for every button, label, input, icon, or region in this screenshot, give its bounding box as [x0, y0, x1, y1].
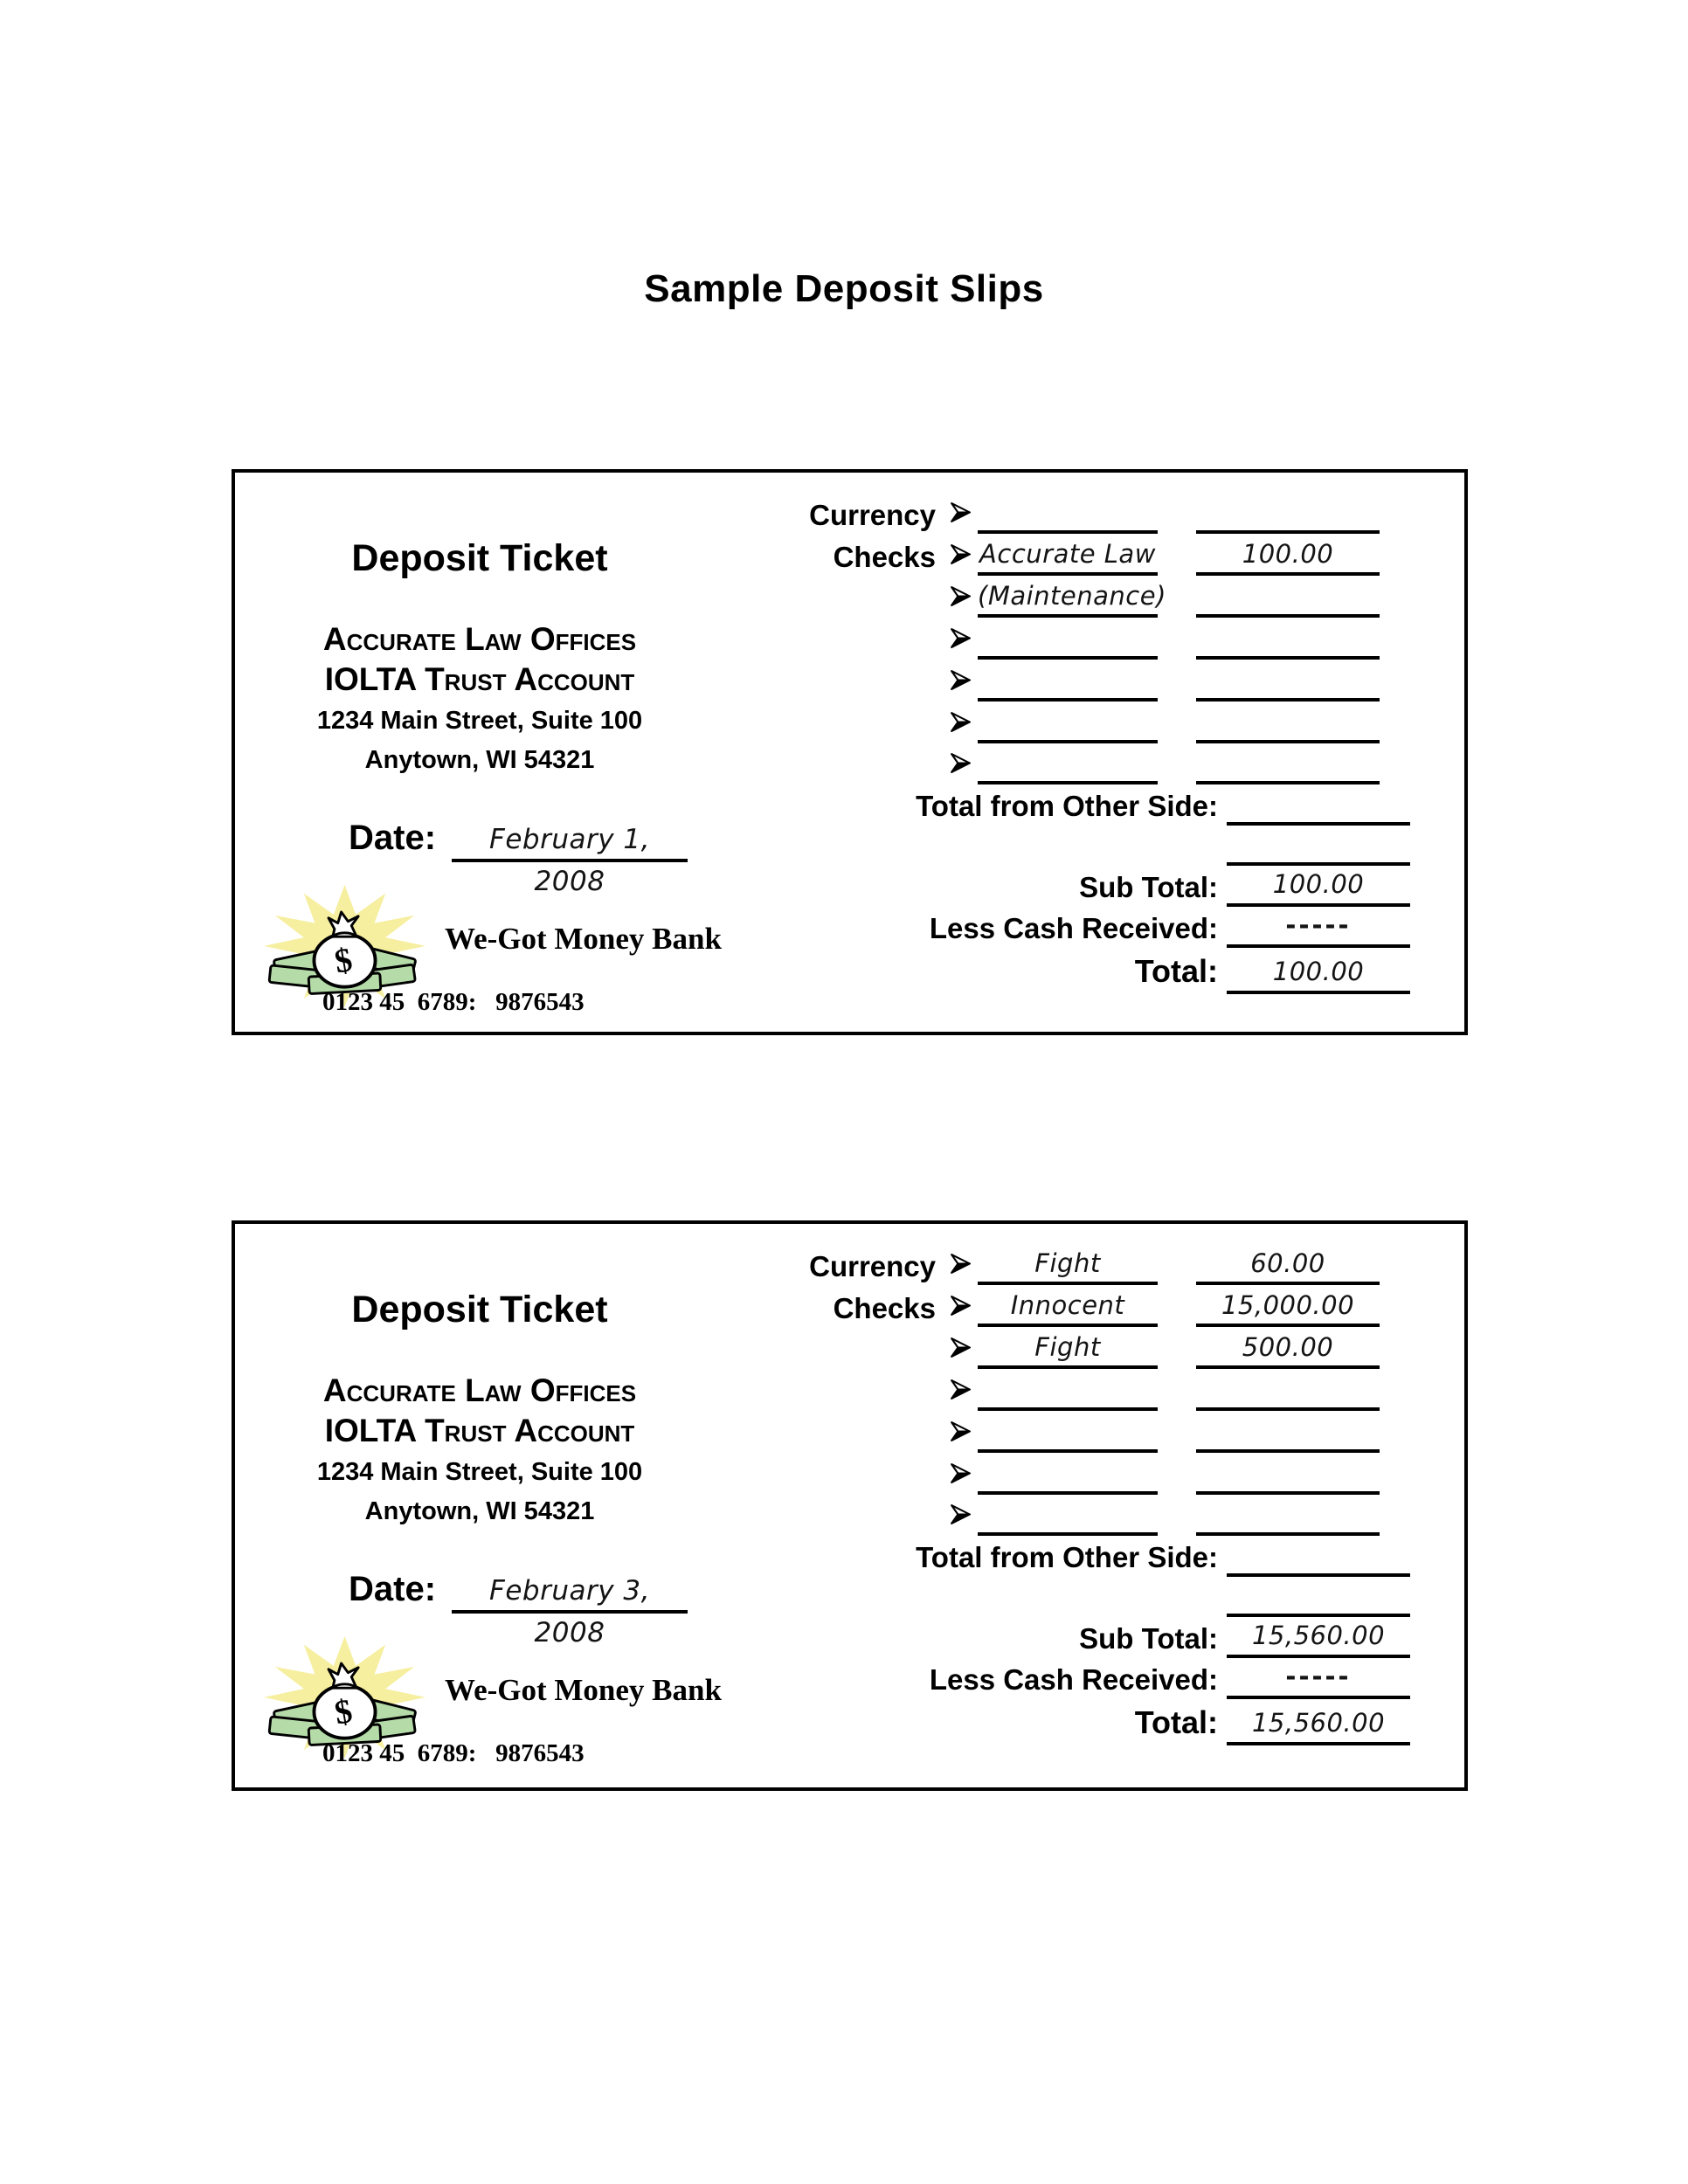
total-label: Total:: [1134, 953, 1218, 989]
bank-name: We-Got Money Bank: [445, 922, 722, 956]
currency-row: [724, 1245, 1415, 1285]
total-field: 15,560.00: [1227, 1704, 1410, 1745]
check-amount-field: 500.00: [1196, 1329, 1380, 1369]
arrowhead-icon: [943, 494, 978, 534]
arrowhead-icon: [943, 1371, 978, 1411]
check-row: [724, 577, 1415, 618]
date-field: [452, 819, 688, 897]
currency-name-field: Fight: [978, 1245, 1158, 1285]
check-row: [724, 744, 1415, 784]
check-name-field: Accurate Law: [978, 536, 1158, 576]
check-amount-field: [1196, 744, 1380, 784]
check-amount-field: [1196, 703, 1380, 743]
check-amount-field: [1196, 1413, 1380, 1453]
check-row: [724, 619, 1415, 660]
deposit-ticket-title: Deposit Ticket: [351, 1289, 608, 1330]
blank-amount-line: [1227, 824, 1410, 866]
total-other-side-field: [1227, 784, 1410, 826]
check-row: [724, 1496, 1415, 1536]
arrowhead-icon: [943, 744, 978, 784]
deposit-ticket-title: Deposit Ticket: [351, 537, 608, 579]
arrowhead-icon: [943, 703, 978, 743]
subtotal-field: 15,560.00: [1227, 1616, 1410, 1658]
firm-name: Accurate Law Offices: [322, 621, 637, 657]
check-amount-field: 15,000.00: [1196, 1287, 1380, 1327]
blank-amount-line: [1227, 1575, 1410, 1617]
check-name-field: Innocent: [978, 1287, 1158, 1327]
currency-amount-field: [1196, 494, 1380, 534]
arrowhead-icon: [943, 1329, 978, 1369]
total-other-side-label: Total from Other Side:: [916, 790, 1218, 822]
currency-label: Currency: [809, 1250, 936, 1282]
address-line-2: Anytown, WI 54321: [364, 746, 595, 774]
currency-row: [724, 494, 1415, 534]
currency-amount-field: 60.00: [1196, 1245, 1380, 1285]
check-name-field: [978, 1455, 1158, 1495]
check-amount-field: 100.00: [1196, 536, 1380, 576]
bank-account-number: 0123 45 6789: 9876543: [322, 988, 585, 1016]
check-name-field: [978, 1496, 1158, 1536]
check-row: [724, 1413, 1415, 1453]
check-name-field: [978, 619, 1158, 660]
trust-account-name: IOLTA Trust Account: [324, 1413, 635, 1448]
check-row: [724, 536, 1415, 576]
total-other-side-field: [1227, 1535, 1410, 1577]
checks-label: Checks: [833, 1292, 936, 1324]
date-value: February 3, 2008: [489, 1575, 650, 1648]
firm-name: Accurate Law Offices: [322, 1372, 637, 1408]
less-cash-field: -----: [1227, 1657, 1410, 1699]
subtotal-field: 100.00: [1227, 865, 1410, 907]
check-row: [724, 1455, 1415, 1495]
check-row: [724, 1329, 1415, 1369]
check-row: [724, 703, 1415, 743]
less-cash-field: -----: [1227, 906, 1410, 948]
trust-account-name: IOLTA Trust Account: [324, 661, 635, 697]
check-amount-field: [1196, 1371, 1380, 1411]
address-line-1: 1234 Main Street, Suite 100: [316, 707, 643, 735]
deposit-slip-1: [232, 469, 1468, 1035]
date-value: February 1, 2008: [489, 824, 650, 897]
check-name-field: [978, 744, 1158, 784]
arrowhead-icon: [943, 1413, 978, 1453]
address-line-1: 1234 Main Street, Suite 100: [316, 1458, 643, 1486]
less-cash-label: Less Cash Received:: [929, 1663, 1218, 1696]
check-amount-field: [1196, 619, 1380, 660]
check-name-field: Fight: [978, 1329, 1158, 1369]
date-field: [452, 1570, 688, 1648]
check-name-field: [978, 661, 1158, 702]
check-amount-field: [1196, 1455, 1380, 1495]
check-amount-field: [1196, 1496, 1380, 1536]
date-label: Date:: [349, 1570, 437, 1608]
page-title: Sample Deposit Slips: [644, 267, 1044, 310]
arrowhead-icon: [943, 619, 978, 660]
arrowhead-icon: [943, 1455, 978, 1495]
arrowhead-icon: [943, 536, 978, 576]
arrowhead-icon: [943, 1245, 978, 1285]
currency-label: Currency: [809, 499, 936, 531]
check-name-field: [978, 1413, 1158, 1453]
total-field: 100.00: [1227, 952, 1410, 994]
bank-account-number: 0123 45 6789: 9876543: [322, 1739, 585, 1767]
total-other-side-label: Total from Other Side:: [916, 1541, 1218, 1573]
check-name-field: [978, 703, 1158, 743]
subtotal-label: Sub Total:: [1079, 1622, 1218, 1655]
check-name-field: [978, 1371, 1158, 1411]
arrowhead-icon: [943, 1287, 978, 1327]
subtotal-label: Sub Total:: [1079, 871, 1218, 903]
currency-name-field: [978, 494, 1158, 534]
arrowhead-icon: [943, 1496, 978, 1536]
check-row: [724, 661, 1415, 702]
date-label: Date:: [349, 819, 437, 857]
bank-name: We-Got Money Bank: [445, 1673, 722, 1707]
address-line-2: Anytown, WI 54321: [364, 1497, 595, 1525]
check-amount-field: [1196, 577, 1380, 618]
check-amount-field: [1196, 661, 1380, 702]
arrowhead-icon: [943, 577, 978, 618]
less-cash-label: Less Cash Received:: [929, 912, 1218, 944]
check-name-field: (Maintenance): [978, 577, 1158, 618]
checks-label: Checks: [833, 541, 936, 573]
deposit-slip-2: [232, 1220, 1468, 1791]
check-row: [724, 1287, 1415, 1327]
total-label: Total:: [1134, 1704, 1218, 1740]
check-row: [724, 1371, 1415, 1411]
arrowhead-icon: [943, 661, 978, 702]
